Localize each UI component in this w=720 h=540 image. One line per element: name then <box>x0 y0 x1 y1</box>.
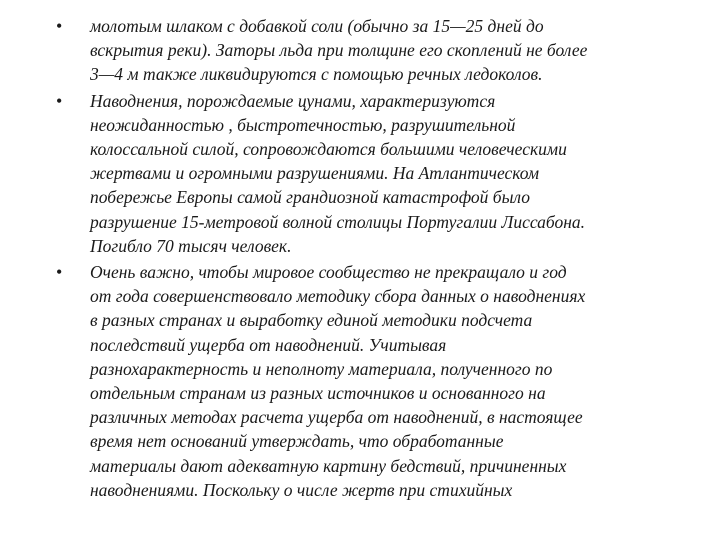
bullet-icon: • <box>56 16 63 36</box>
bullet-list <box>56 14 676 504</box>
bullet-text-tsunami-floods: Наводнения, порождаемые цунами, характеризуются неожиданностью , быстротечностью, разрушительной колоссальной силой, сопровождаются большими человеческими жертвами и огромными разрушениями. На Атлантическом побережье Европы самой грандиозной катастрофой было разрушение 15-метровой волной столицы Португалии Лиссабона. Погибло 70 тысяч человек. <box>90 90 586 256</box>
bullet-item-ice-jams <box>56 14 676 87</box>
bullet-icon: • <box>56 262 63 283</box>
bullet-item-data-collection <box>56 260 676 502</box>
bullet-text-ice-jams: молотым шлаком с добавкой соли (обычно за 15—25 дней до вскрытия реки). Заторы льда при толщине его скоплений не более 3—4 м также ликвидируются с помощью речных ледоколов. <box>90 16 588 85</box>
bullet-icon: • <box>56 90 63 111</box>
bullet-item-tsunami-floods <box>56 89 676 258</box>
bullet-text-data-collection: Очень важно, чтобы мировое сообщество не прекращало и год от года совершенствовало методику сбора данных о наводнениях в разных странах и выработку единой методики подсчета последствий ущерба от наводнений. Учитывая разнохарактерность и неполноту материала, полученного по отдельным странам из разных источников и основанного на различных методах расчета ущерба от наводнений, в настоящее время нет оснований утверждать, что обработанные материалы дают адекватную картину бедствий, причиненных наводнениями. Поскольку о числе жертв при стихийных <box>90 262 586 500</box>
